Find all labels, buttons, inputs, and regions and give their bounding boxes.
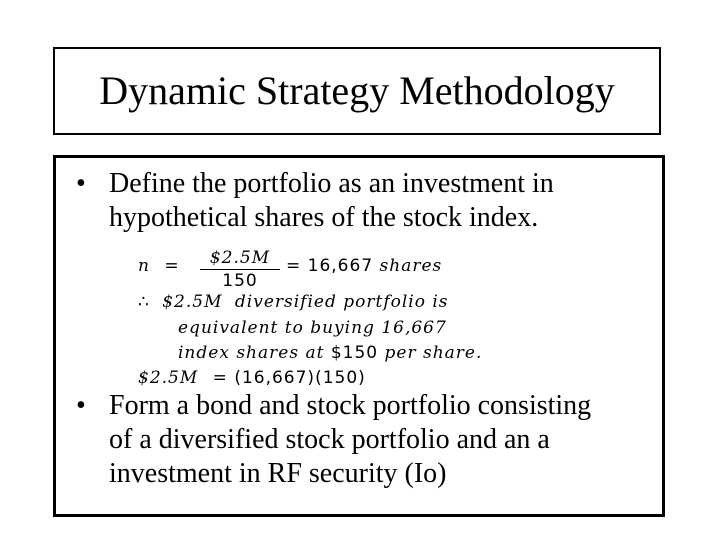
formula-line2-a: $2.5M — [162, 292, 223, 312]
bullet-2-text — [109, 389, 591, 491]
bullet-2-line-1: Form a bond and stock portfolio consisting — [109, 390, 592, 421]
formula-line2-c: is — [432, 292, 449, 312]
formula-fraction — [200, 248, 280, 291]
bullet-2-line-3: investment in RF security (Io) — [109, 458, 447, 489]
formula-line4-b: $150 — [330, 343, 379, 363]
formula-denominator: 150 — [222, 271, 258, 291]
formula-row-2 — [138, 292, 449, 312]
formula-row-1 — [138, 256, 180, 276]
formula-result-unit: shares — [379, 256, 443, 276]
formula-equals: = — [164, 256, 180, 276]
formula-block — [138, 248, 578, 388]
formula-row-4 — [178, 343, 482, 363]
bullet-1-line-1: Define the portfolio as an investment in — [109, 168, 554, 199]
formula-line5-b: = (16,667)(150) — [212, 368, 366, 388]
formula-n: n — [138, 256, 150, 276]
formula-line4-a: index shares at — [178, 343, 325, 363]
content-box — [53, 155, 665, 517]
formula-line2-b: diversified portfolio — [234, 292, 426, 312]
title-box — [53, 47, 661, 135]
bullet-marker: • — [76, 168, 86, 199]
bullet-1-text — [109, 167, 554, 235]
bullet-2-line-2: of a diversified stock portfolio and an a — [109, 424, 550, 455]
formula-row-5 — [138, 368, 366, 388]
formula-result — [286, 256, 442, 276]
formula-row-3: equivalent to buying 16,667 — [178, 318, 447, 338]
formula-line4-c: per share. — [384, 343, 483, 363]
therefore-symbol: ∴ — [138, 292, 150, 312]
bullet-marker: • — [76, 390, 86, 421]
formula-result-value: = 16,667 — [286, 256, 374, 276]
slide-title: Dynamic Strategy Methodology — [99, 68, 615, 113]
formula-line5-a: $2.5M — [138, 368, 199, 388]
fraction-bar — [200, 269, 280, 270]
formula-numerator: $2.5M — [209, 248, 271, 268]
bullet-1-line-2: hypothetical shares of the stock index. — [109, 202, 539, 233]
